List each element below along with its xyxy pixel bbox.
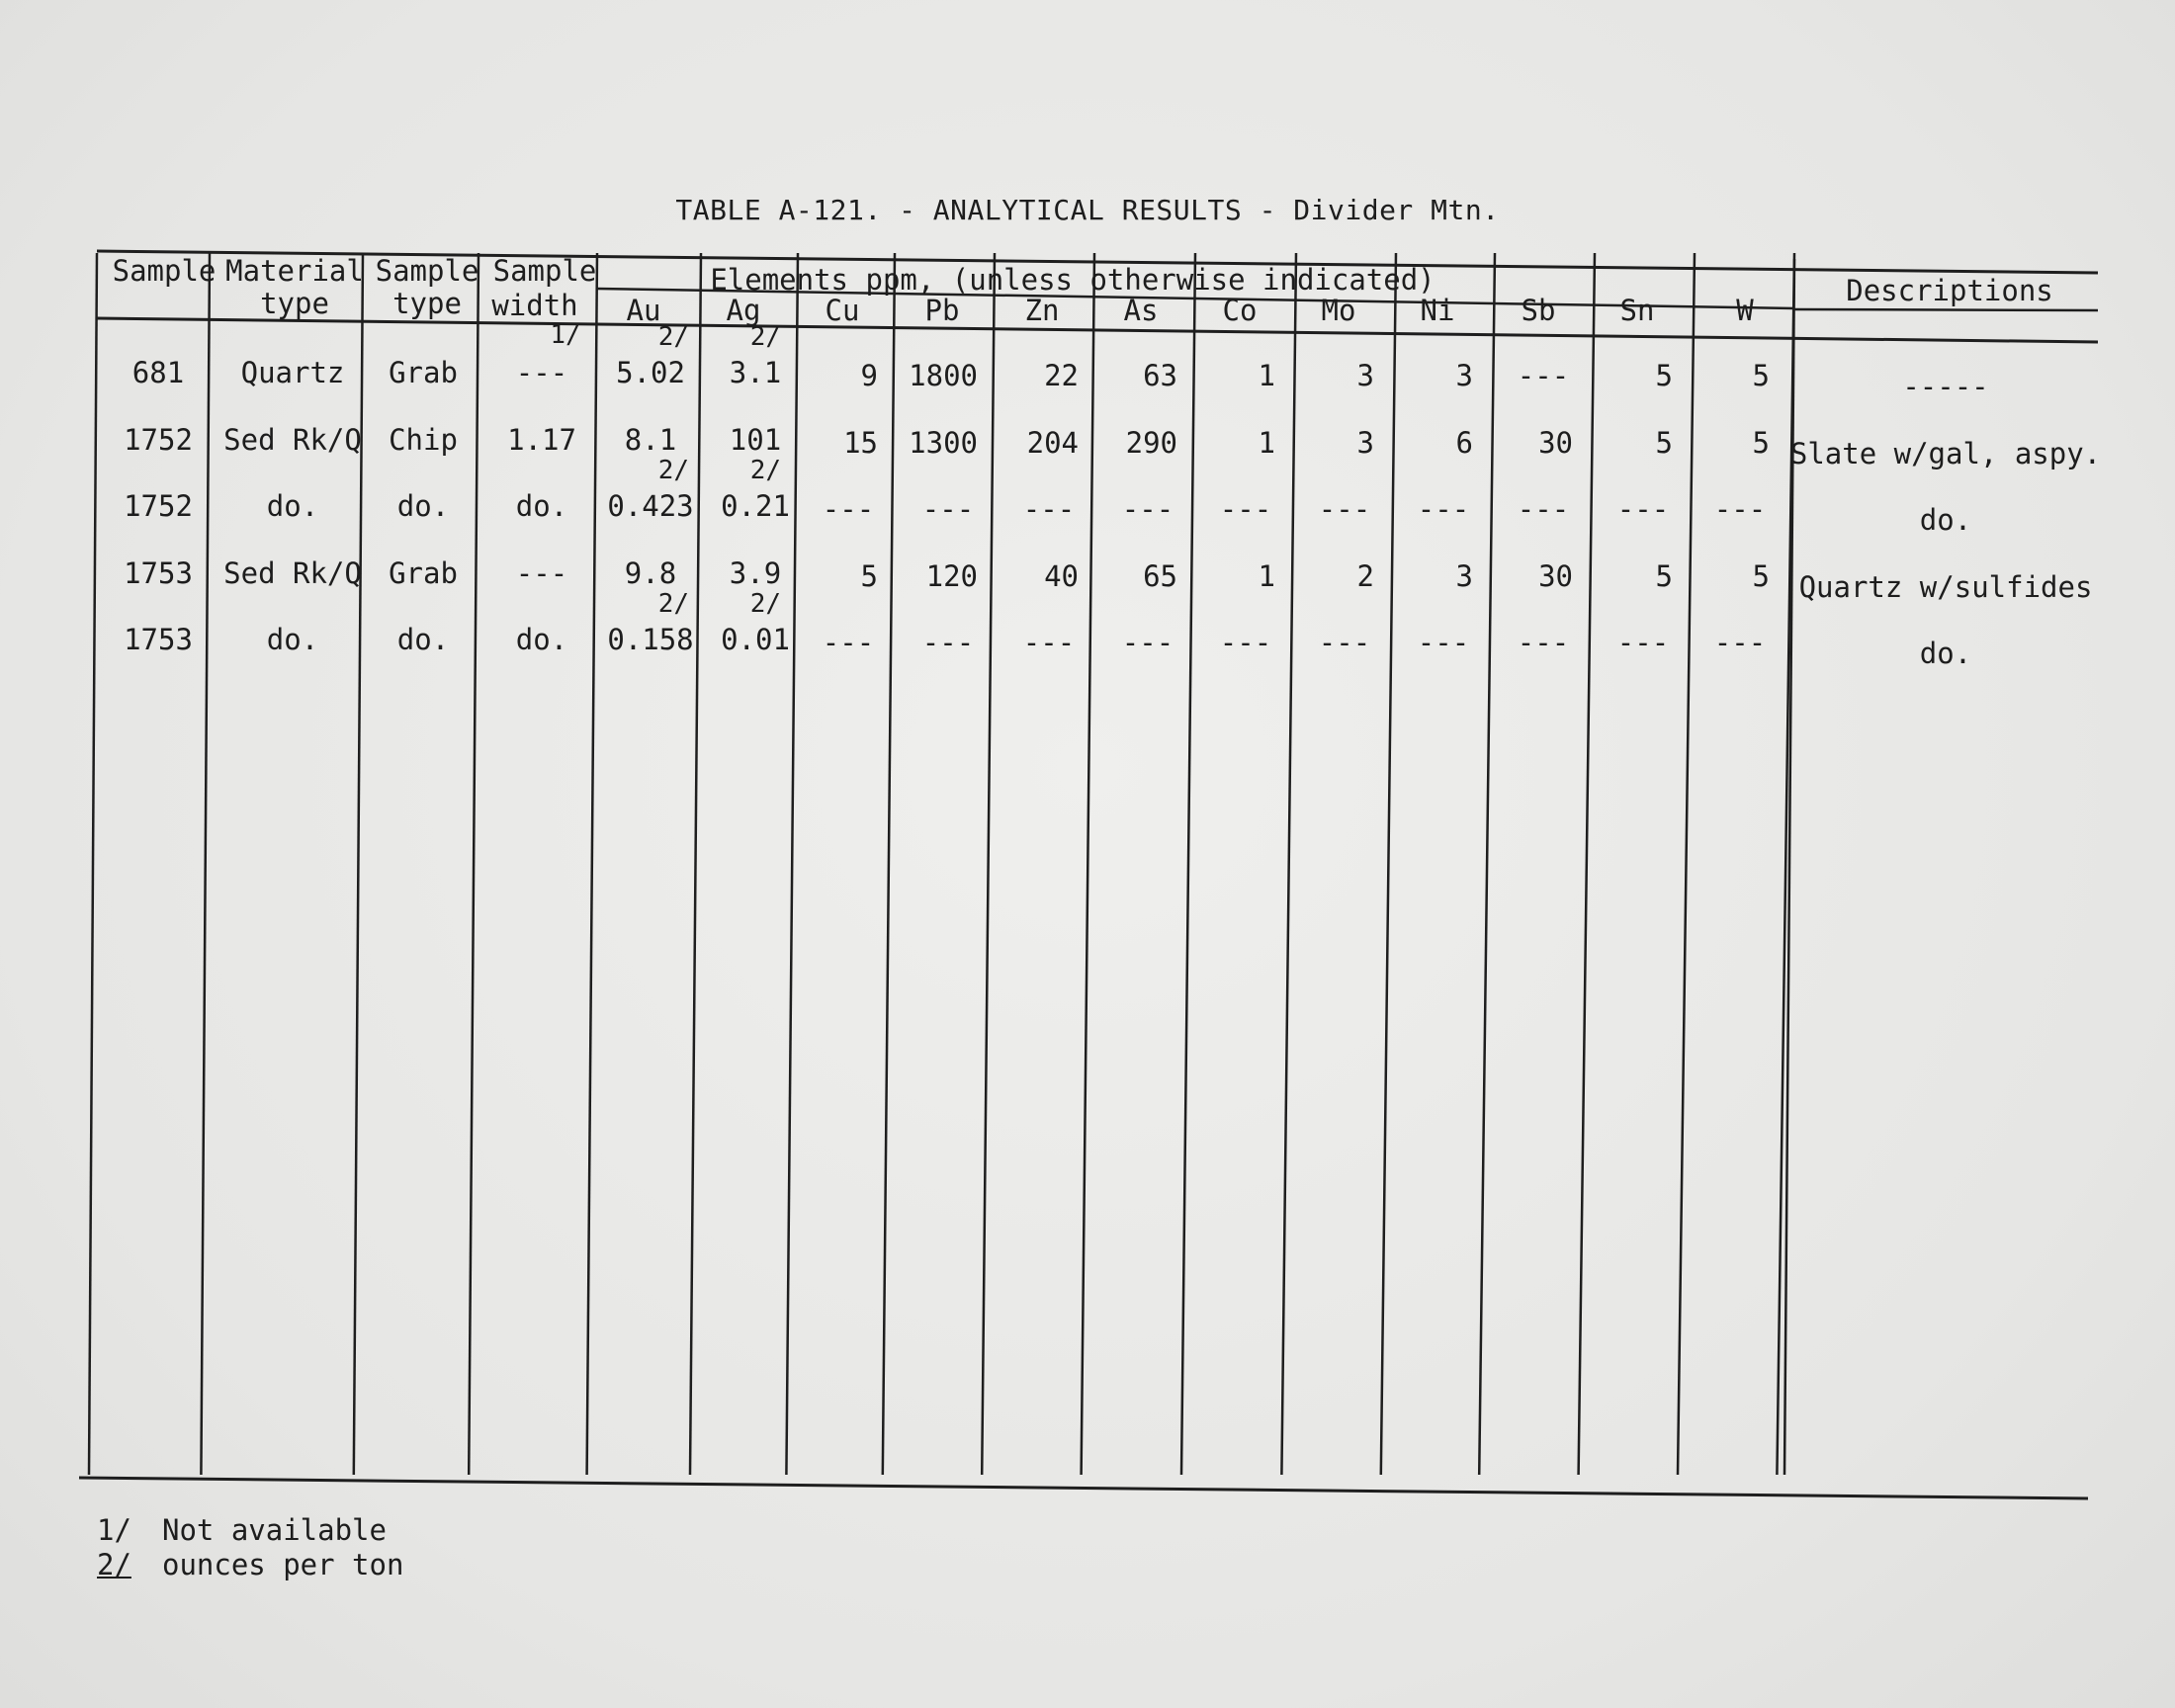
cell-ag: 3.9 <box>729 556 782 590</box>
cell-type: do. <box>396 623 450 656</box>
cell-sb: 30 <box>1538 559 1573 593</box>
cell-pb: 1800 <box>909 359 978 392</box>
cell-co: 1 <box>1258 559 1275 593</box>
cell-ag: 3.1 <box>729 356 782 389</box>
rule-line <box>1579 253 1595 1475</box>
cell-zn: 22 <box>1044 359 1079 392</box>
cell-ni: --- <box>1417 626 1470 659</box>
rule-line <box>982 253 995 1475</box>
cell-pb: --- <box>921 626 975 659</box>
rule-line <box>97 318 2098 342</box>
footnote-2 <box>97 1548 403 1581</box>
header-element-au: Au <box>626 294 661 327</box>
footnote-1 <box>97 1513 387 1547</box>
rule-line <box>1082 253 1094 1475</box>
header-descriptions: Descriptions <box>1846 274 2053 307</box>
header-width: Sample <box>492 254 597 288</box>
cell-pb: --- <box>921 492 975 526</box>
cell-co: --- <box>1219 626 1272 659</box>
rule-line <box>1381 253 1396 1475</box>
cell-type: Chip <box>389 423 458 457</box>
cell-mo: --- <box>1318 492 1371 526</box>
cell-sn: 5 <box>1655 559 1673 593</box>
header-element-ni: Ni <box>1420 294 1455 327</box>
cell-au: 9.8 <box>624 556 677 590</box>
cell-material: Sed Rk/Q <box>223 556 362 590</box>
cell-mo: 2 <box>1356 559 1374 593</box>
header-sample-type-2: type <box>392 287 462 320</box>
cell-description: Slate w/gal, aspy. <box>1789 437 2102 470</box>
header-material-type: type <box>260 287 329 320</box>
footnote-1-mark: 1/ <box>97 1513 131 1547</box>
cell-au-note: 2/ <box>657 589 689 619</box>
cell-zn: --- <box>1022 626 1076 659</box>
cell-co: --- <box>1219 492 1272 526</box>
cell-description: ----- <box>1902 370 1989 403</box>
header-element-mo: Mo <box>1321 294 1356 327</box>
header-element-w: W <box>1736 294 1754 327</box>
rule-line <box>79 1478 2088 1498</box>
cell-as: 65 <box>1143 559 1177 593</box>
cell-zn: --- <box>1022 492 1076 526</box>
cell-au: 0.158 <box>607 623 694 656</box>
cell-material: do. <box>266 489 319 523</box>
cell-pb: 120 <box>925 559 978 593</box>
cell-co: 1 <box>1258 426 1275 460</box>
cell-sn: 5 <box>1655 426 1673 460</box>
cell-ag-note: 2/ <box>749 322 781 352</box>
rule-line <box>1794 309 2098 310</box>
rule-line <box>883 253 895 1475</box>
cell-mo: --- <box>1318 626 1371 659</box>
footnote-1-text: Not available <box>162 1513 387 1547</box>
cell-cu: 9 <box>860 359 878 392</box>
cell-pb: 1300 <box>909 426 978 460</box>
footnote-2-mark: 2/ <box>97 1548 131 1581</box>
cell-as: --- <box>1121 492 1174 526</box>
cell-as: --- <box>1121 626 1174 659</box>
header-element-pb: Pb <box>924 294 960 327</box>
cell-sb: 30 <box>1538 426 1573 460</box>
cell-zn: 40 <box>1044 559 1079 593</box>
cell-cu: 15 <box>843 426 878 460</box>
cell-as: 63 <box>1143 359 1177 392</box>
cell-w: --- <box>1713 492 1767 526</box>
cell-type: do. <box>396 489 450 523</box>
cell-material: Sed Rk/Q <box>223 423 362 457</box>
cell-zn: 204 <box>1026 426 1079 460</box>
cell-material: Quartz <box>240 356 345 389</box>
rule-line <box>786 253 798 1475</box>
cell-ag: 101 <box>729 423 782 457</box>
cell-au-note: 2/ <box>657 456 689 485</box>
cell-au-note: 2/ <box>657 322 689 352</box>
cell-description: do. <box>1919 637 1972 670</box>
cell-sample: 1753 <box>124 623 193 656</box>
cell-au: 8.1 <box>624 423 677 457</box>
cell-sample: 1753 <box>124 556 193 590</box>
rule-line <box>89 253 97 1475</box>
cell-description: Quartz w/sulfides <box>1798 570 2093 604</box>
cell-w: --- <box>1713 626 1767 659</box>
cell-ag: 0.01 <box>721 623 790 656</box>
cell-cu: --- <box>822 492 875 526</box>
rule-line <box>1479 253 1495 1475</box>
rule-line <box>1181 253 1195 1475</box>
header-sample: Sample <box>112 254 217 288</box>
header-element-sb: Sb <box>1521 294 1556 327</box>
cell-sb: --- <box>1517 492 1570 526</box>
cell-ni: 3 <box>1455 359 1473 392</box>
cell-width: do. <box>515 489 568 523</box>
cell-sn: --- <box>1616 626 1670 659</box>
cell-ni: --- <box>1417 492 1470 526</box>
header-width-2: width <box>491 289 578 322</box>
header-sample-type: Sample <box>375 254 479 288</box>
cell-ag-note: 2/ <box>749 456 781 485</box>
cell-width: --- <box>515 556 568 590</box>
cell-sample: 681 <box>131 356 185 389</box>
cell-width-note: 1/ <box>550 320 581 350</box>
cell-cu: 5 <box>860 559 878 593</box>
rule-line <box>1678 253 1695 1475</box>
cell-sb: --- <box>1517 626 1570 659</box>
cell-mo: 3 <box>1356 426 1374 460</box>
cell-type: Grab <box>389 556 458 590</box>
cell-sb: --- <box>1517 359 1570 392</box>
cell-description: do. <box>1919 503 1972 537</box>
cell-sample: 1752 <box>124 489 193 523</box>
cell-cu: --- <box>822 626 875 659</box>
cell-ni: 3 <box>1455 559 1473 593</box>
cell-w: 5 <box>1752 426 1770 460</box>
rule-line <box>201 253 210 1475</box>
cell-sn: --- <box>1616 492 1670 526</box>
cell-width: --- <box>515 356 568 389</box>
cell-w: 5 <box>1752 359 1770 392</box>
header-element-zn: Zn <box>1024 294 1060 327</box>
table-title: TABLE A-121. - ANALYTICAL RESULTS - Divider Mtn. <box>675 194 1500 226</box>
rule-line <box>690 253 701 1475</box>
header-element-as: As <box>1123 294 1159 327</box>
header-element-sn: Sn <box>1619 294 1655 327</box>
cell-au: 0.423 <box>607 489 694 523</box>
header-elements-group: Elements ppm, (unless otherwise indicated) <box>710 263 1436 297</box>
footnote-2-text: ounces per ton <box>162 1548 404 1581</box>
cell-type: Grab <box>389 356 458 389</box>
header-element-ag: Ag <box>726 294 761 327</box>
cell-au: 5.02 <box>616 356 685 389</box>
cell-material: do. <box>266 623 319 656</box>
cell-ag-note: 2/ <box>749 589 781 619</box>
cell-co: 1 <box>1258 359 1275 392</box>
cell-width: 1.17 <box>507 423 576 457</box>
cell-width: do. <box>515 623 568 656</box>
cell-sample: 1752 <box>124 423 193 457</box>
cell-w: 5 <box>1752 559 1770 593</box>
rule-line <box>587 253 597 1475</box>
header-element-cu: Cu <box>825 294 860 327</box>
cell-ni: 6 <box>1455 426 1473 460</box>
rule-line <box>469 253 478 1475</box>
cell-mo: 3 <box>1356 359 1374 392</box>
cell-as: 290 <box>1125 426 1177 460</box>
rule-line <box>1281 253 1296 1475</box>
cell-sn: 5 <box>1655 359 1673 392</box>
header-material: Material <box>225 254 364 288</box>
header-element-co: Co <box>1222 294 1258 327</box>
cell-ag: 0.21 <box>721 489 790 523</box>
